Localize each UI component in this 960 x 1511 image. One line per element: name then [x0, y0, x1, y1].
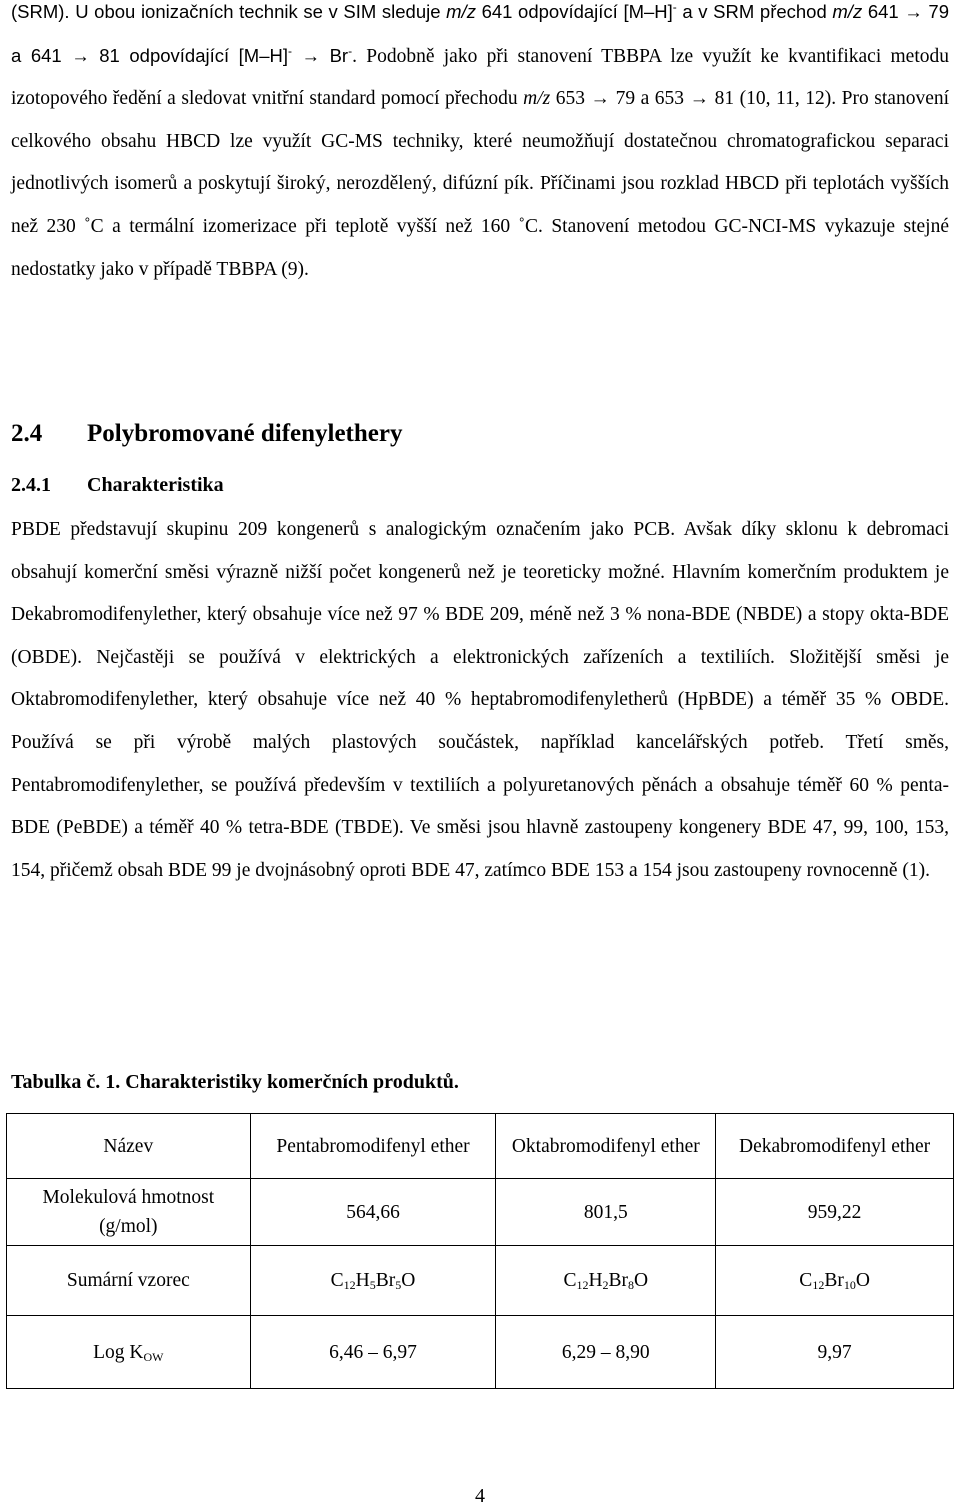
cell-formula-penta: $C_{12}H_5Br_5O$ — [250, 1246, 496, 1316]
cell-logkow-deka: 9,97 — [716, 1316, 954, 1389]
table-row-formula — [7, 1246, 954, 1316]
cell-formula-deka: $C_{12}Br_{10}O$ — [716, 1246, 954, 1316]
cell-header-penta: Pentabromodifenyl ether — [250, 1114, 496, 1179]
cell-header-deka: Dekabromodifenyl ether — [716, 1114, 954, 1179]
paragraph-hbcd-analysis-sans-part: (SRM). U obou ionizačních technik se v SIM sleduje m/z 641 odpovídající [M–H]- a v SRM přechod m/z 641 → 79 a 641 → 81 odpovídající [M–H]- → Br- — [11, 0, 950, 66]
paragraph-pbde-characteristics: PBDE představují skupinu 209 kongenerů s analogickým označením jako PCB. Avšak díky sklonu k debromaci obsahují komerční směsi výrazně nižší počet kongenerů než je teoreticky možné. Hlavním komerčním produktem je Dekabromodifenylether, který obsahuje více než 97 % BDE 209, méně než 3 % nona-BDE (NBDE) a stopy okta-BDE (OBDE). Nejčastěji se používá v elektrických a elektronických zařízeních a textiliích. Složitější směsi je Oktabromodifenylether, který obsahuje více než 40 % heptabromodifenyletherů (HpBDE) a téměř 35 % OBDE. Používá se při výrobě malých plastových součástek, například kancelářských potřeb. Třetí směs, Pentabromodifenylether, se používá především v textiliích a polyuretanových pěnách a obsahuje téměř 60 % penta-BDE (PeBDE) a téměř 40 % tetra-BDE (TBDE). Ve směsi jsou hlavně zastoupeny kongenery BDE 47, 99, 100, 153, 154, přičemž obsah BDE 99 je dvojnásobný oproti BDE 47, zatímco BDE 153 a 154 jsou zastoupeny rovnocenně (1). — [11, 519, 949, 881]
cell-header-label: Název — [7, 1114, 251, 1179]
cell-mw-label: Molekulová hmotnost (g/mol) — [7, 1179, 251, 1246]
cell-header-okta: Oktabromodifenyl ether — [496, 1114, 716, 1179]
document-page — [11, 0, 950, 1364]
table-row-molecular-weight — [7, 1179, 954, 1246]
section-heading — [11, 420, 402, 448]
paragraph-hbcd-analysis: (SRM). U obou ionizačních technik se v SIM sleduje m/z 641 odpovídající [M–H]- a v SRM přechod m/z 641 → 79 a 641 → 81 odpovídající [M–H]- → Br-. Podobně jako při stanovení TBBPA lze využít ke kvantifikaci metodu izotopového ředění a sledovat vnitřní standard pomocí přechodu m/z 653 → 79 a 653 → 81 (10, 11, 12). Pro stanovení celkového obsahu HBCD lze využít GC-MS techniky, které neumožňují dostatečnou chromatografickou separaci jednotlivých isomerů a poskytují široký, nerozdělený, difúzní pík. Příčinami jsou rozklad HBCD při teplotách vyšších než 230 ˚C a termální izomerizace při teplotě vyšší než 160 ˚C. Stanovení metodou GC-NCI-MS vykazuje stejné nedostatky jako v případě TBBPA (9). — [11, 0, 950, 280]
table-row-header — [7, 1114, 954, 1179]
cell-logkow-okta: 6,29 – 8,90 — [496, 1316, 716, 1389]
section-title: Polybromované difenylethery — [87, 420, 403, 447]
subsection-title: Charakteristika — [87, 474, 224, 496]
cell-mw-deka: 959,22 — [716, 1179, 954, 1246]
subsection-number: 2.4.1 — [11, 474, 51, 496]
table-caption: Tabulka č. 1. Charakteristiky komerčních produktů. — [11, 1071, 459, 1093]
commercial-products-table — [6, 1113, 954, 1389]
cell-formula-okta: $C_{12}H_2Br_8O$ — [496, 1246, 716, 1316]
cell-logkow-label: Log $K_{OW}$ — [7, 1316, 251, 1389]
cell-formula-label: Sumární vzorec — [7, 1246, 251, 1316]
cell-mw-penta: 564,66 — [250, 1179, 496, 1246]
section-number: 2.4 — [11, 420, 43, 447]
cell-mw-okta: 801,5 — [496, 1179, 716, 1246]
subsection-heading — [11, 474, 224, 497]
cell-logkow-penta: 6,46 – 6,97 — [250, 1316, 496, 1389]
table-row-log-kow — [7, 1316, 954, 1389]
page-number: 4 — [475, 1485, 485, 1507]
